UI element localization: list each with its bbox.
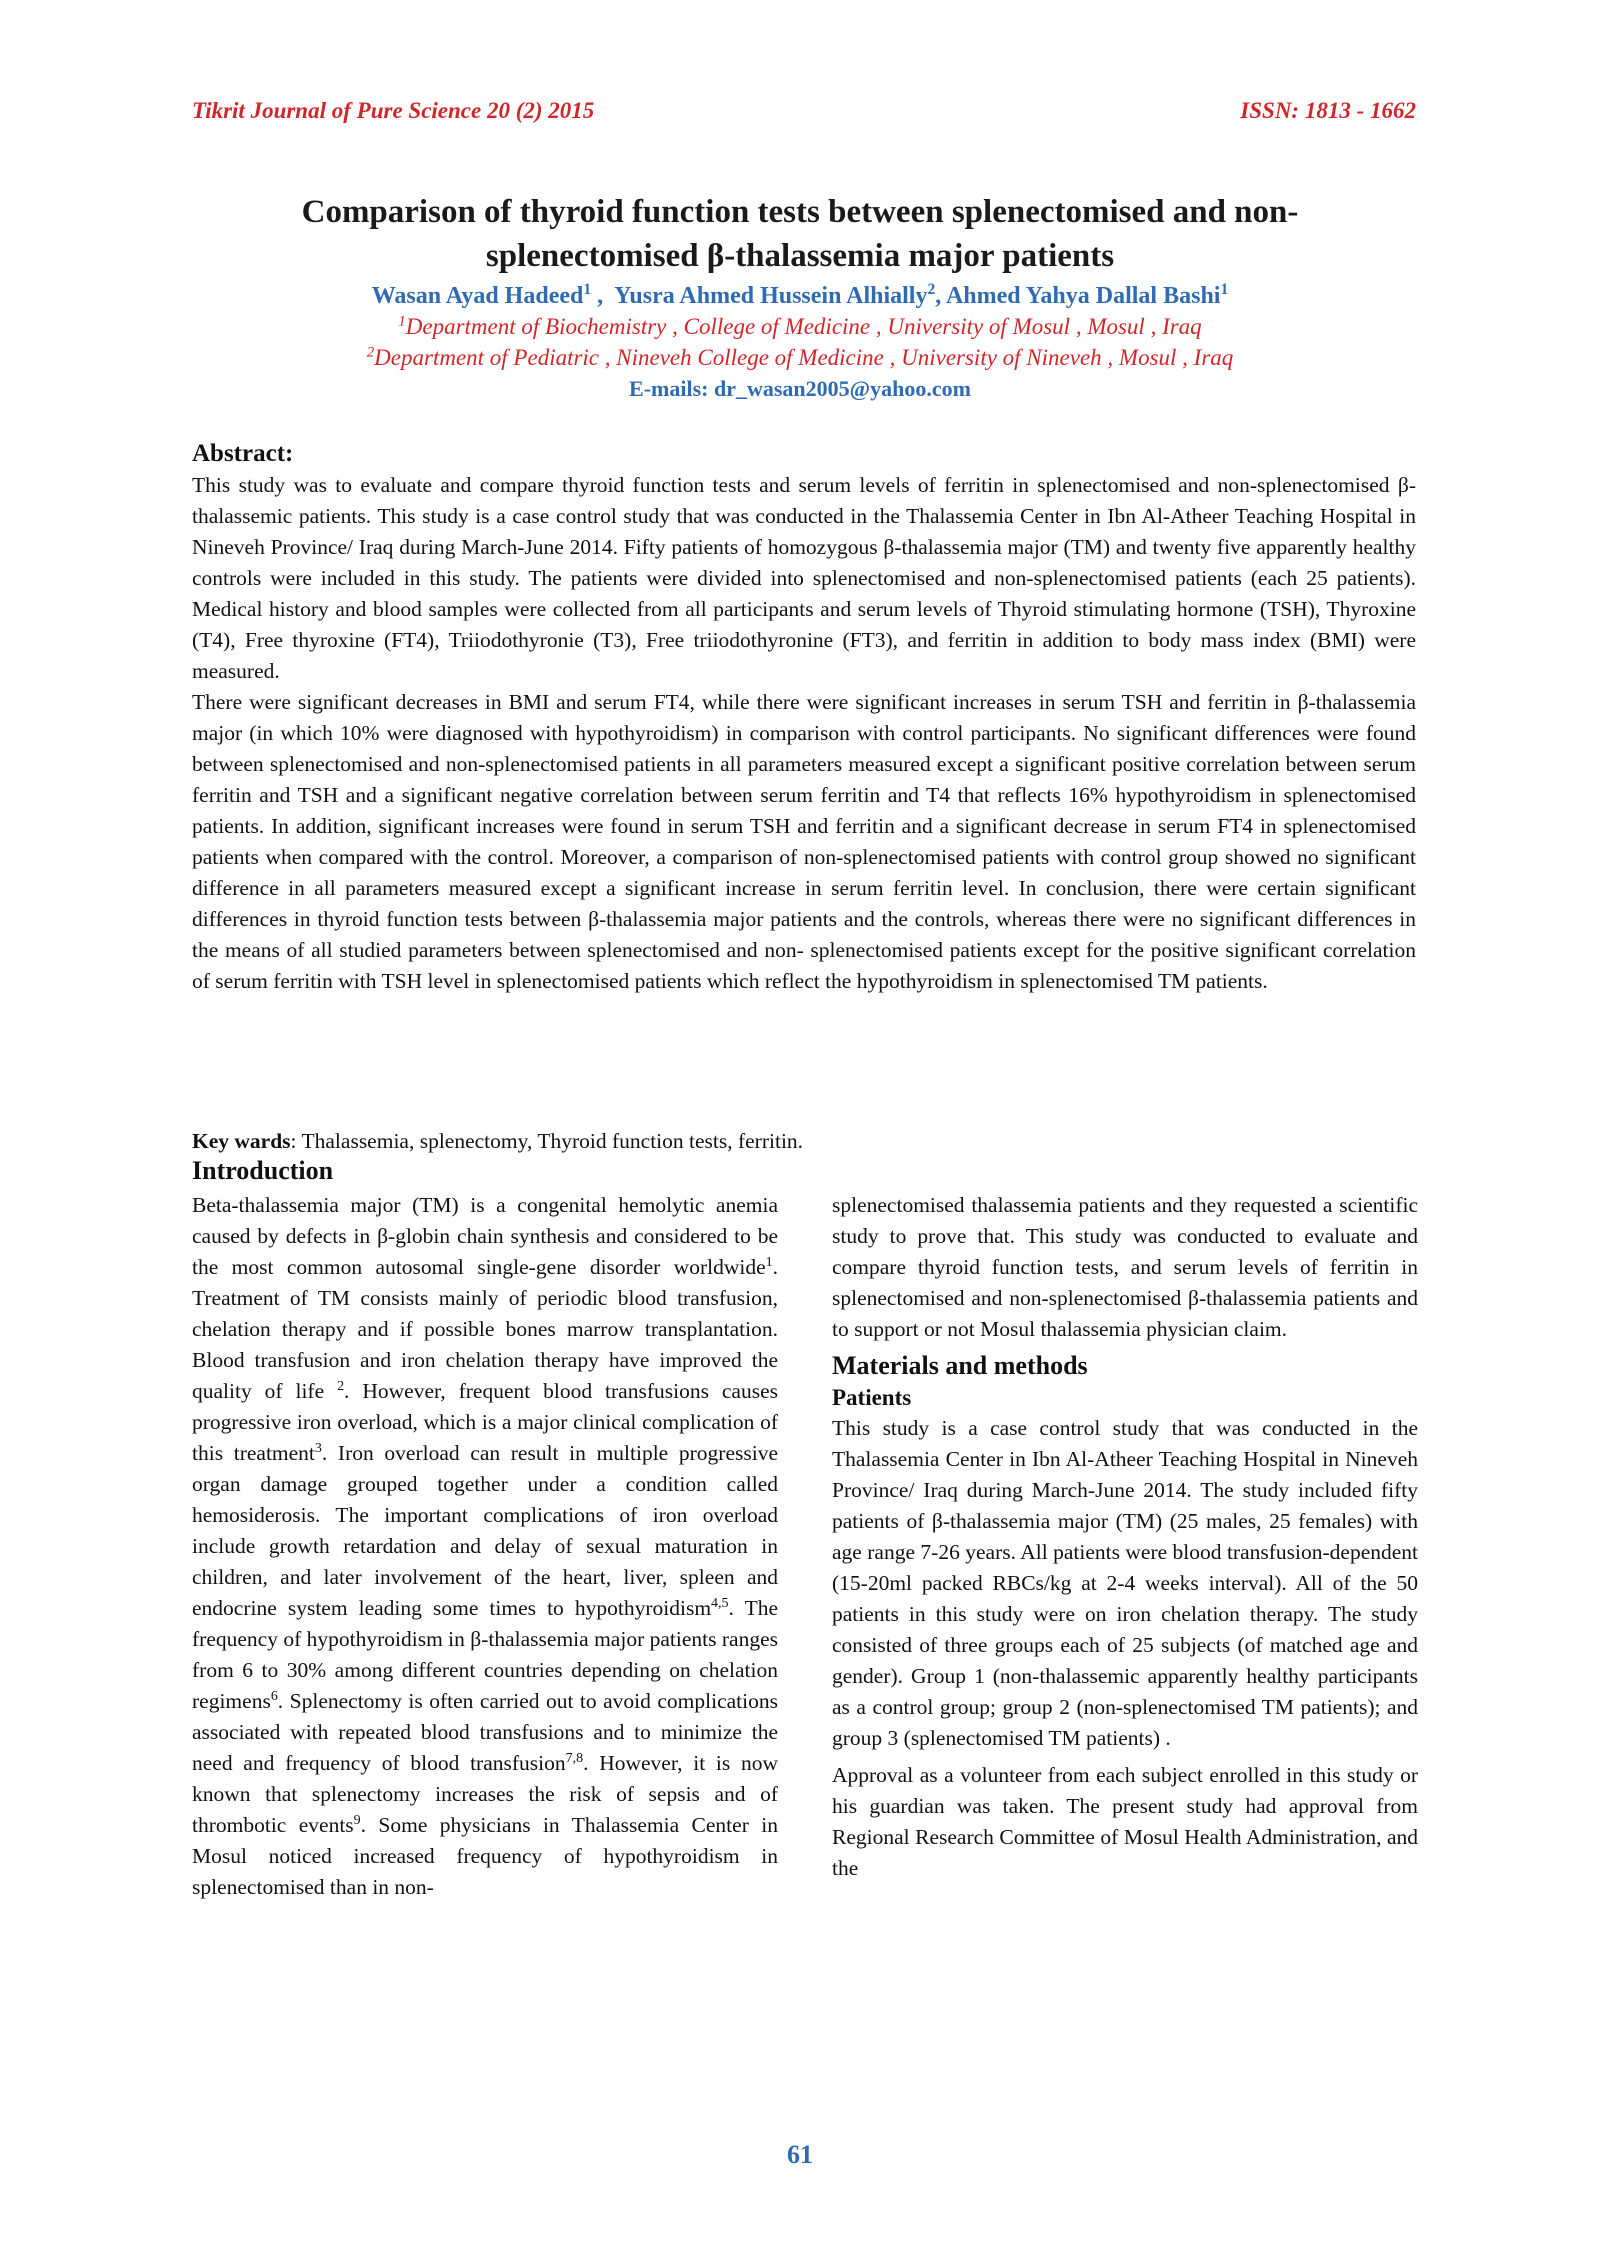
author-list: Wasan Ayad Hadeed$^1$ , Yusra Ahmed Hussein Alhially$^2$, Ahmed Yahya Dallal Bashi$^1$ bbox=[371, 281, 1229, 309]
contact-email: E-mails: dr_wasan2005@yahoo.com bbox=[629, 376, 971, 401]
introduction-continuation: splenectomised thalassemia patients and they requested a scientific study to prove that. This study was conducted to evaluate and compare thyroid function tests, and serum levels of ferritin in splenectomised and non-splenectomised β-thalassemia patients and to support or not Mosul thalassemia physician claim. bbox=[832, 1193, 1418, 1341]
running-header bbox=[192, 98, 1416, 124]
affiliation-2 bbox=[200, 343, 1400, 373]
keywords bbox=[192, 1126, 1416, 1157]
citation: 4,5 bbox=[711, 1595, 729, 1611]
author-2-affil: 2 bbox=[927, 281, 936, 298]
author-1-affil: 1 bbox=[583, 281, 592, 298]
intro-text-3: . However, frequent blood transfusions causes progressive iron overload, which is a major clinical complication of this treatment bbox=[192, 1379, 778, 1465]
journal-name: Tikrit Journal of Pure Science 20 (2) 2015 bbox=[192, 98, 595, 123]
intro-text-6: . Splenectomy is often carried out to avoid complications associated with repeated blood transfusions and to minimize the need and frequency of blood transfusion bbox=[192, 1689, 778, 1775]
author-1: Wasan Ayad Hadeed bbox=[371, 283, 584, 309]
introduction-heading: Introduction bbox=[192, 1156, 334, 1185]
methods-heading: Materials and methods bbox=[832, 1351, 1088, 1380]
intro-text-1: Beta-thalassemia major (TM) is a congenital hemolytic anemia caused by defects in β-globin chain synthesis and considered to be the most common autosomal single-gene disorder worldwide bbox=[192, 1193, 778, 1279]
abstract-paragraph-2: There were significant decreases in BMI and serum FT4, while there were significant increases in serum TSH and ferritin in β-thalassemia major (in which 10% were diagnosed with hypothyroidism) in comparison with control participants. No significant differences were found between splenectomised and non-splenectomised patients in all parameters measured except a significant positive correlation between serum ferritin and TSH and a significant negative correlation between serum ferritin and T4 that reflects 16% hypothyroidism in splenectomised patients. In addition, significant increases were found in serum TSH and ferritin and a significant decrease in serum FT4 in splenectomised patients when compared with the control. Moreover, a comparison of non-splenectomised patients with control group showed no significant difference in all parameters measured except a significant increase in serum ferritin level. In conclusion, there were certain significant differences in thyroid function tests between β-thalassemia major patients and the controls, whereas there were no significant differences in the means of all studied parameters between splenectomised and non- splenectomised patients except for the positive significant correlation of serum ferritin with TSH level in splenectomised patients which reflect the hypothyroidism in splenectomised TM patients. bbox=[192, 690, 1416, 993]
affiliation-2-text: Department of Pediatric , Nineveh College of Medicine , University of Nineveh , Mosul , Iraq bbox=[374, 345, 1234, 370]
keywords-text: : Thalassemia, splenectomy, Thyroid function tests, ferritin. bbox=[290, 1129, 804, 1153]
citation: 6 bbox=[270, 1688, 278, 1704]
intro-text-7: . However, it is now known that splenectomy increases the risk of sepsis and of thrombotic events bbox=[192, 1751, 778, 1837]
citation: 9 bbox=[353, 1812, 361, 1828]
intro-text-4: . Iron overload can result in multiple progressive organ damage grouped together under a condition called hemosiderosis. The important complications of iron overload include growth retardation and delay of sexual maturation in children, and later involvement of the heart, liver, spleen and endocrine system leading some times to hypothyroidism bbox=[192, 1441, 778, 1620]
methods-paragraph-2: Approval as a volunteer from each subject enrolled in this study or his guardian was taken. The present study had approval from Regional Research Committee of Mosul Health Administration, and the bbox=[832, 1763, 1418, 1880]
introduction-paragraph bbox=[192, 1190, 778, 1903]
paper-title bbox=[200, 190, 1400, 278]
intro-text-5: . The frequency of hypothyroidism in β-thalassemia major patients ranges from 6 to 30% among different countries depending on chelation regimens bbox=[192, 1596, 778, 1713]
abstract-paragraph-1: This study was to evaluate and compare thyroid function tests and serum levels of ferritin in splenectomised and non-splenectomised β-thalassemic patients. This study is a case control study that was conducted in the Thalassemia Center in Ibn Al-Atheer Teaching Hospital in Nineveh Province/ Iraq during March-June 2014. Fifty patients of homozygous β-thalassemia major (TM) and twenty five apparently healthy controls were included in this study. The patients were divided into splenectomised and non-splenectomised patients (each 25 patients). Medical history and blood samples were collected from all participants and serum levels of Thyroid stimulating hormone (TSH), Thyroxine (T4), Free thyroxine (FT4), Triiodothyronie (T3), Free triiodothyronine (FT3), and ferritin in addition to body mass index (BMI) were measured. bbox=[192, 473, 1416, 683]
affiliation-1-text: Department of Biochemistry , College of Medicine , University of Mosul , Mosul , Iraq bbox=[405, 314, 1202, 339]
citation: 1 bbox=[765, 1254, 773, 1270]
patients-subheading: Patients bbox=[832, 1385, 912, 1410]
keywords-label: Key wards bbox=[192, 1129, 291, 1153]
page-number: 61 bbox=[787, 2140, 813, 2169]
title-line-2: splenectomised β-thalassemia major patients bbox=[485, 238, 1115, 274]
author-2: Yusra Ahmed Hussein Alhially bbox=[614, 283, 928, 309]
author-3: Ahmed Yahya Dallal Bashi bbox=[945, 283, 1221, 309]
author-3-affil: 1 bbox=[1220, 281, 1229, 298]
title-line-1: Comparison of thyroid function tests between splenectomised and non- bbox=[301, 194, 1299, 230]
abstract-body bbox=[192, 470, 1416, 997]
citation: 7,8 bbox=[565, 1750, 584, 1766]
abstract-heading: Abstract: bbox=[192, 440, 294, 467]
affiliation-2-number: 2 bbox=[366, 344, 375, 361]
left-column bbox=[192, 1190, 778, 1903]
citation: 3 bbox=[314, 1440, 322, 1456]
issn: ISSN: 1813 - 1662 bbox=[1240, 98, 1416, 123]
intro-text-2: . Treatment of TM consists mainly of periodic blood transfusion, chelation therapy and if possible bones marrow transplantation. Blood transfusion and iron chelation therapy have improved the quality of life bbox=[192, 1255, 778, 1403]
affiliation-1 bbox=[200, 312, 1400, 342]
methods-paragraph-1: This study is a case control study that was conducted in the Thalassemia Center in Ibn Al-Atheer Teaching Hospital in Nineveh Province/ Iraq during March-June 2014. The study included fifty patients of β-thalassemia major (TM) (25 males, 25 females) with age range 7-26 years. All patients were blood transfusion-dependent (15-20ml packed RBCs/kg at 2-4 weeks interval). All of the 50 patients in this study were on iron chelation therapy. The study consisted of three groups each of 25 subjects (of matched age and gender). Group 1 (non-thalassemic apparently healthy participants as a control group; group 2 (non-splenectomised TM patients); and group 3 (splenectomised TM patients) . bbox=[832, 1416, 1418, 1750]
intro-text-8: . Some physicians in Thalassemia Center in Mosul noticed increased frequency of hypothyroidism in splenectomised than in non- bbox=[192, 1813, 778, 1899]
citation: 2 bbox=[337, 1378, 345, 1394]
right-column bbox=[832, 1190, 1418, 1884]
affiliation-1-number: 1 bbox=[398, 313, 406, 330]
